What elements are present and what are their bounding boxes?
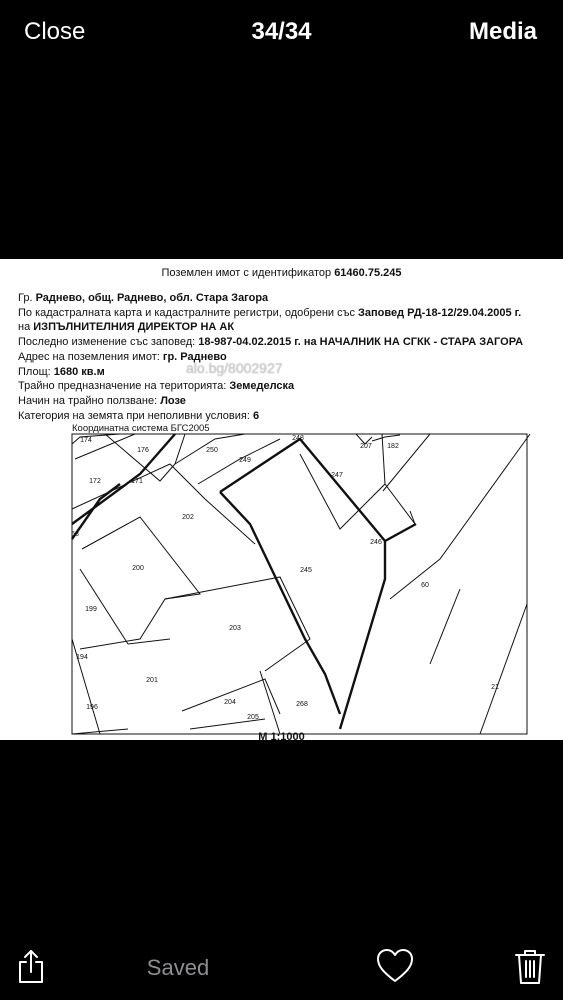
top-bar (0, 0, 563, 68)
parcel-label: 205 (247, 714, 259, 721)
parcel-label: 171 (131, 478, 143, 485)
photo-counter: 34/34 (251, 18, 312, 45)
parcel-label: 202 (182, 514, 194, 521)
parcel-label: 176 (137, 447, 149, 454)
parcel-label: 200 (132, 565, 144, 572)
document-image[interactable] (0, 259, 563, 740)
parcel-label: 68 (71, 531, 79, 538)
parcel-label: 21 (491, 684, 499, 691)
detail-line: Площ: 1680 кв.м (18, 365, 105, 378)
detail-line: на ИЗПЪЛНИТЕЛНИЯ ДИРЕКТОР НА АК (18, 321, 235, 334)
detail-line: Начин на трайно ползване: Лозе (18, 394, 186, 407)
parcel-label: 60 (421, 582, 429, 589)
watermark: alo.bg/8002927 (186, 360, 283, 376)
parcel-label: 172 (89, 478, 101, 485)
parcel-identifier: 61460.75.245 (334, 267, 402, 279)
parcel-label: 199 (85, 606, 97, 613)
parcel-label: 248 (292, 435, 304, 442)
parcel-label: 203 (229, 625, 241, 632)
coordinate-system-label: Координатна система БГС2005 (72, 423, 210, 434)
detail-line: Последно изменение със заповед: 18-987-04.02.2015 г. на НАЧАЛНИК НА СГКК - СТАРА ЗАГОРА (18, 336, 524, 349)
trash-icon[interactable] (514, 947, 546, 985)
parcel-label: 174 (80, 437, 92, 444)
parcel-label: 201 (146, 677, 158, 684)
detail-line: По кадастралната карта и кадастралните регистри, одобрени със Заповед РД-18-12/29.04.2005 г. (18, 306, 522, 319)
saved-status: Saved (146, 955, 210, 980)
parcel-label: 246 (370, 539, 382, 546)
parcel-label: 245 (300, 567, 312, 574)
media-button[interactable]: Media (468, 18, 537, 45)
parcel-label: 250 (206, 447, 218, 454)
map-scale: М 1:1000 (258, 731, 305, 740)
parcel-label: 247 (331, 472, 343, 479)
parcel-label: 268 (296, 701, 308, 708)
detail-line: Адрес на поземления имот: гр. Раднево (18, 350, 227, 363)
close-button[interactable]: Close (24, 18, 86, 45)
detail-line: Гр. Раднево, общ. Раднево, обл. Стара Загора (18, 292, 269, 304)
cadastral-map (0, 259, 563, 740)
parcel-label: 182 (387, 443, 399, 450)
parcel-label: 249 (239, 457, 251, 464)
parcel-label: 207 (360, 443, 372, 450)
parcel-label: 194 (76, 654, 88, 661)
parcel-label: 204 (224, 699, 236, 706)
detail-line: Трайно предназначение на територията: Земеделска (18, 380, 295, 393)
detail-line: Категория на земята при неполивни условия: 6 (18, 409, 260, 422)
parcel-label: 196 (86, 704, 98, 711)
heart-icon[interactable] (375, 947, 415, 985)
title-prefix: Поземлен имот с идентификатор (161, 267, 332, 279)
bottom-toolbar (0, 940, 563, 1000)
